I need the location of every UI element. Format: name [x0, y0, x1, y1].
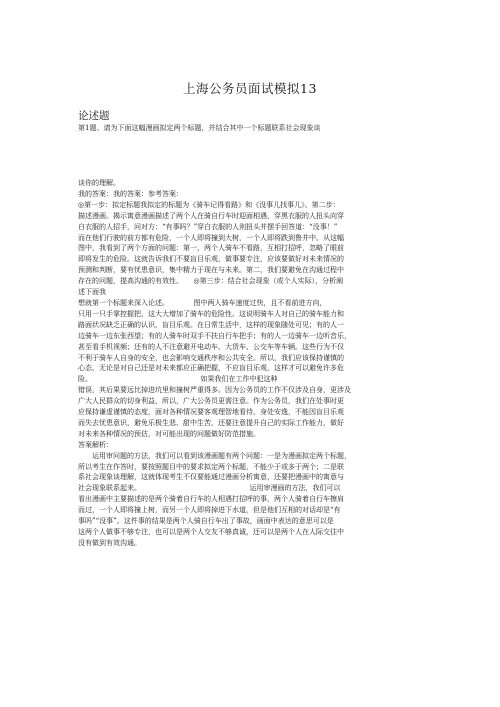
body-line: 险。 如果我们在工作中犯这种 [78, 375, 278, 384]
body-line: 存在的问题，提高沟通的有效性。 ◎第三步：结合社会现象（或个人实际），分析阐 [78, 277, 344, 286]
body-line: 想就第一个标题来深入论述。 图中两人骑车速度过快，且不看前进方向， [78, 298, 327, 307]
body-line: 白衣服的人招手，问对方：“有事吗？”穿白衣服的人则扭头并摆手回答道：“没事！” [78, 222, 338, 231]
body-line: 社会现象联系起来。 运用审漫画的方法，我们可以 [78, 484, 341, 493]
body-line: 对未来各种情况的预估，对可能出现的问题做好防范措施。 [78, 429, 260, 438]
body-line: 答案解析： [78, 440, 113, 449]
body-line: 错误，其后果要远比掉进坑里和撞树严重得多。因为公务员的工作不仅涉及自身，更涉及 [78, 386, 351, 395]
body-line: 路面状况缺乏正确的认识，盲目乐观。在日常生活中，这样的现象随处可见；有的人一 [78, 320, 344, 329]
body-line: 而过，一个人即将撞上树，而另一个人即将掉进下水道，但是他们互相的对话却是“有 [78, 506, 341, 515]
body-line: 广大人民群众的切身利益，所以，广大公务员更需注意。作为公务员，我们在处事时更 [78, 397, 344, 406]
body-line: 没有做到有效沟通。 [78, 538, 141, 547]
body-line: 心态，无论是对自己还是对未来都应正确把握，不应盲目乐观，这样才可以避免许多危 [78, 364, 344, 373]
body-line: 甚至看手机视频；还有的人不注意避开电动车、大货车、公交车等车辆。这些行为不仅 [78, 342, 344, 351]
body-line: 谈你的理解。 [78, 179, 120, 187]
body-line: 应保持谦虚谨慎的态度，面对各种情况要客观理智地看待，身处安逸，不能因盲目乐观 [78, 408, 344, 417]
section-heading: 论述题 [78, 110, 110, 122]
body-line: 而失去忧患意识，避免乐极生悲、甜中生苦，还要注意提升自己的实际工作能力，做好 [78, 418, 344, 427]
body-line: 述下面我 [78, 288, 106, 297]
answer-body [78, 178, 430, 549]
body-line: ◎第一步：拟定标题我拟定的标题为《骑车记得看路》和《没事儿找事儿》。第二步： [78, 200, 340, 209]
body-line: 看出漫画中主要描述的是两个骑着自行车的人相遇打招呼的事，两个人骑着自行车擦肩 [78, 495, 344, 504]
body-line: 即将发生的危险。这就告诉我们不要盲目乐观，做事要专注，应该要做好对未来情况的 [78, 255, 344, 264]
body-line: 不利于骑车人自身的安全，也会影响交通秩序和公共安全。所以，我们应该保持谨慎的 [78, 353, 344, 362]
question-text: 第1题、请为下面这幅漫画拟定两个标题，并结合其中一个标题联系社会现象谈 [78, 124, 321, 132]
body-line: 而在他们行驶的前方都有危险，一个人即将撞到大树，一个人即将跌到鲁井中。从这幅 [78, 233, 344, 242]
body-line: 事吗”“没事”。这件事的结果是两个人骑自行车出了事故，画面中表达的意思可以是 [78, 517, 334, 526]
body-line: 这两个人做事不够专注，也可以是两个人交友不够真诚，还可以是两个人在人际交往中 [78, 528, 344, 536]
body-line: 预测和判断，要有忧患意识，集中精力于现在与未来。第二，我们要避免在沟通过程中 [78, 266, 344, 275]
body-line: 所以考生在作答时，要按照题目中的要求拟定两个标题，不能少于或多于两个；二是联 [78, 462, 344, 471]
body-line: 只用一只手掌控握把，这大大增加了骑车的危险性。这说明骑车人对自己的骑车能力和 [78, 309, 344, 318]
body-line: 图中，我看到了两个方面的问题：第一，两个人骑车不看路，互相打招呼，忽略了眼前 [78, 244, 344, 253]
body-line: 边骑车一边东张西望；有的人骑车时双手不扶自行车把手；有的人一边骑车一边听音乐， [78, 331, 351, 340]
body-line: 系社会现象谈理解，这就体现考生不仅要能通过漫画分析寓意，还要把漫画中的寓意与 [78, 473, 344, 482]
body-line: 我的答案：我的答案：参考答案： [78, 189, 183, 198]
body-line: 描述漫画。揭示寓意漫画描述了两个人在骑自行车时迎面相遇，穿黑衣服的人扭头向穿 [78, 211, 344, 220]
body-line: 运用审问题的方法，我们可以看到该漫画题有两个问题：一是为漫画拟定两个标题， [78, 451, 351, 460]
document-title: 上海公务员面试模拟13 [183, 81, 317, 96]
